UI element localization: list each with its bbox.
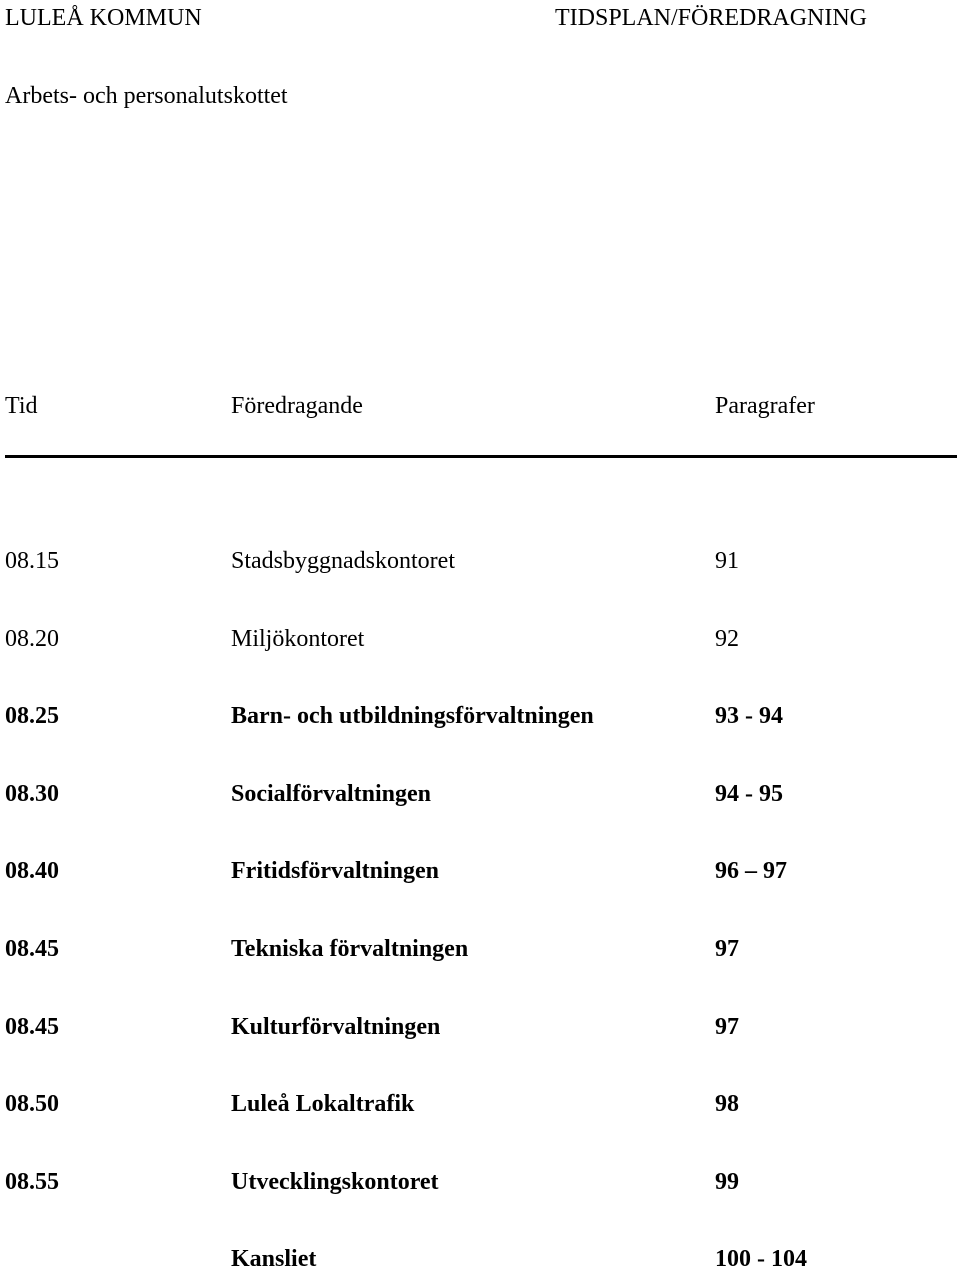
- column-header-paragraphs: Paragrafer: [715, 393, 815, 419]
- table-row: [0, 546, 960, 576]
- column-header-time: Tid: [5, 393, 38, 419]
- table-row: [0, 1244, 960, 1274]
- paragraphs-cell: 96 – 97: [715, 858, 787, 885]
- table-row: [0, 701, 960, 731]
- paragraphs-cell: 100 - 104: [715, 1246, 807, 1273]
- header-divider: [5, 455, 957, 458]
- time-cell: 08.45: [5, 1013, 59, 1040]
- time-cell: 08.45: [5, 936, 59, 962]
- table-row: [0, 1167, 960, 1197]
- paragraphs-cell: 97: [715, 1013, 739, 1040]
- presenter-cell: Socialförvaltningen: [231, 780, 432, 807]
- table-header: [0, 391, 960, 421]
- paragraphs-cell: 94 - 95: [715, 780, 783, 807]
- column-header-presenter: Föredragande: [231, 393, 363, 419]
- presenter-cell: Kulturförvaltningen: [231, 1013, 441, 1040]
- time-cell: 08.25: [5, 703, 59, 730]
- paragraphs-cell: 91: [715, 548, 739, 574]
- committee-title: Arbets- och personalutskottet: [5, 83, 288, 109]
- presenter-cell: Utvecklingskontoret: [231, 1168, 439, 1195]
- presenter-cell: Stadsbyggnadskontoret: [231, 548, 455, 574]
- presenter-cell: Miljökontoret: [231, 625, 365, 652]
- paragraphs-cell: 99: [715, 1168, 739, 1195]
- presenter-cell: Barn- och utbildningsförvaltningen: [231, 703, 594, 730]
- time-cell: 08.30: [5, 780, 59, 807]
- paragraphs-cell: 97: [715, 936, 739, 962]
- presenter-cell: Fritidsförvaltningen: [231, 858, 439, 885]
- time-cell: 08.40: [5, 858, 59, 885]
- organization-name: LULEÅ KOMMUN: [5, 5, 202, 31]
- table-row: [0, 624, 960, 654]
- presenter-cell: Tekniska förvaltningen: [231, 936, 469, 962]
- table-row: [0, 934, 960, 964]
- table-row: [0, 779, 960, 809]
- presenter-cell: Luleå Lokaltrafik: [231, 1091, 415, 1118]
- time-cell: 08.20: [5, 625, 59, 652]
- paragraphs-cell: 98: [715, 1091, 739, 1118]
- time-cell: 08.50: [5, 1091, 59, 1118]
- table-row: [0, 1089, 960, 1119]
- table-row: [0, 856, 960, 886]
- presenter-cell: Kansliet: [231, 1246, 317, 1273]
- document-type: TIDSPLAN/FÖREDRAGNING: [555, 5, 868, 31]
- table-row: [0, 1012, 960, 1042]
- time-cell: 08.55: [5, 1168, 59, 1195]
- paragraphs-cell: 93 - 94: [715, 703, 783, 730]
- paragraphs-cell: 92: [715, 625, 739, 652]
- time-cell: 08.15: [5, 548, 59, 574]
